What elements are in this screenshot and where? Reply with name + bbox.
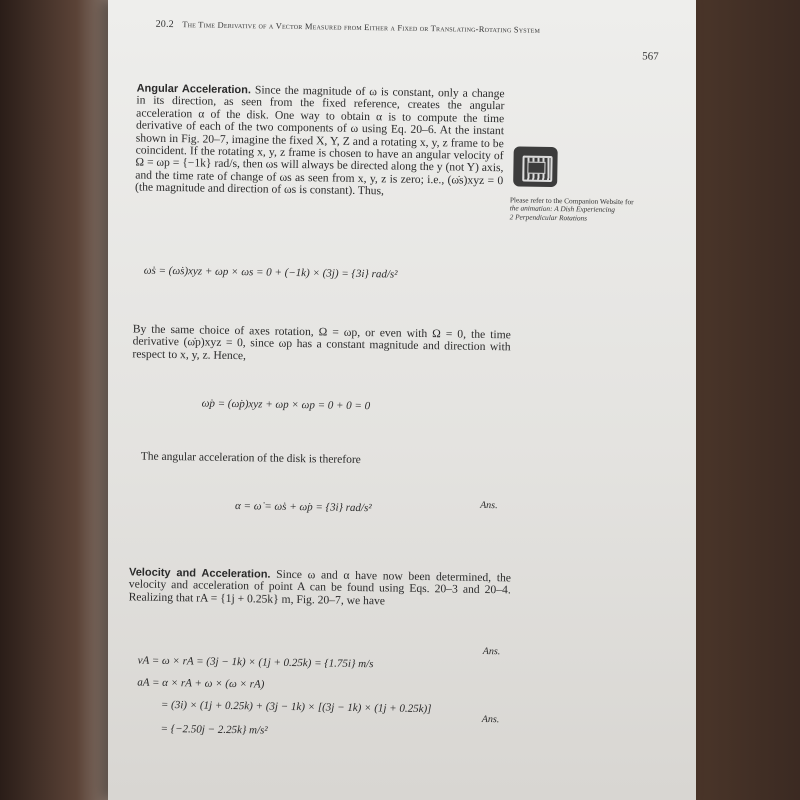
heading-angular-acceleration: Angular Acceleration. <box>136 82 252 97</box>
answer-label: Ans. <box>481 713 500 726</box>
background-right <box>695 0 800 800</box>
heading-velocity-acceleration: Velocity and Acceleration. <box>128 566 271 581</box>
side-note-line: the animation: A Dish Experiencing <box>509 203 615 215</box>
answer-label: Ans. <box>480 499 498 512</box>
page-content <box>108 0 696 800</box>
side-note <box>510 196 660 224</box>
equation-acceleration-result: = {−2.50j − 2.25k} m/s² <box>160 722 268 737</box>
paragraph-angular-acceleration-result: The angular acceleration of the disk is therefore <box>140 450 361 467</box>
paragraph-velocity-acceleration <box>129 566 512 609</box>
side-note-line: 2 Perpendicular Rotations <box>509 212 588 223</box>
running-header <box>156 19 676 38</box>
book-page <box>108 0 696 800</box>
equation-omega-p-dot: ω̇p = (ω̇p)xyz + ωp × ωp = 0 + 0 = 0 <box>201 397 371 413</box>
side-note-line: Please refer to the Companion Website for <box>509 195 634 207</box>
section-number: 20.2 <box>155 18 175 31</box>
paragraph-text: Since the magnitude of ω is constant, only a change in its direction, as seen from the fixed reference, creates the angular acceleration α of the disk. One way to obtain α is to compute the time derivative of each of the two components of ω using Eq. 20–6. At the instant shown in Fig. 20–7, imagine the fixed X, Y, Z and a rotating x, y, z frame to be coincident. If the rotating x, y, z frame is chosen to have an angular velocity of Ω = ωp = {−1k} rad/s, then ωs will always be directed along the y (not Y) axis, and the time rate of change of ωs as seen from x, y, z is zero; i.e., (ω̇s)xyz = 0 (the magnitude and direction of ωs is constant). Thus, <box>134 83 505 198</box>
equation-acceleration-expansion: = (3i) × (1j + 0.25k) + (3j − 1k) × [(3j − 1k) × (1j + 0.25k)] <box>160 698 432 716</box>
paragraph-text: Since ω and α have now been determined, the velocity and acceleration of point A can be found using Eqs. 20–3 and 20–4. Realizing that rA = {1j + 0.25k} m, Fig. 20–7, we have <box>128 567 512 608</box>
animation-icon <box>513 146 558 187</box>
equation-omega-s-dot: ω̇s = (ω̇s)xyz + ωp × ωs = 0 + (−1k) × (3j) = {3i} rad/s² <box>143 264 398 281</box>
page-number: 567 <box>642 50 659 63</box>
paragraph-angular-acceleration <box>135 82 505 199</box>
answer-label: Ans. <box>482 645 501 658</box>
equation-alpha: α = ω̇ = ω̇s + ω̇p = {3i} rad/s² <box>234 500 372 515</box>
section-title: The Time Derivative of a Vector Measured from Either a Fixed or Translating-Rotating System <box>182 19 541 35</box>
equation-acceleration-a: aA = α × rA + ω × (ω × rA) <box>137 676 265 691</box>
equation-velocity-a: vA = ω × rA = (3j − 1k) × (1j + 0.25k) = {1.75i} m/s <box>137 654 374 671</box>
paragraph-axes-rotation: By the same choice of axes rotation, Ω = ωp, or even with Ω = 0, the time derivative (ω̇p)xyz = 0, since ωp has a constant magnitude and direction with respect to x, y, z. Hence, <box>132 322 511 363</box>
background-left <box>0 0 110 800</box>
